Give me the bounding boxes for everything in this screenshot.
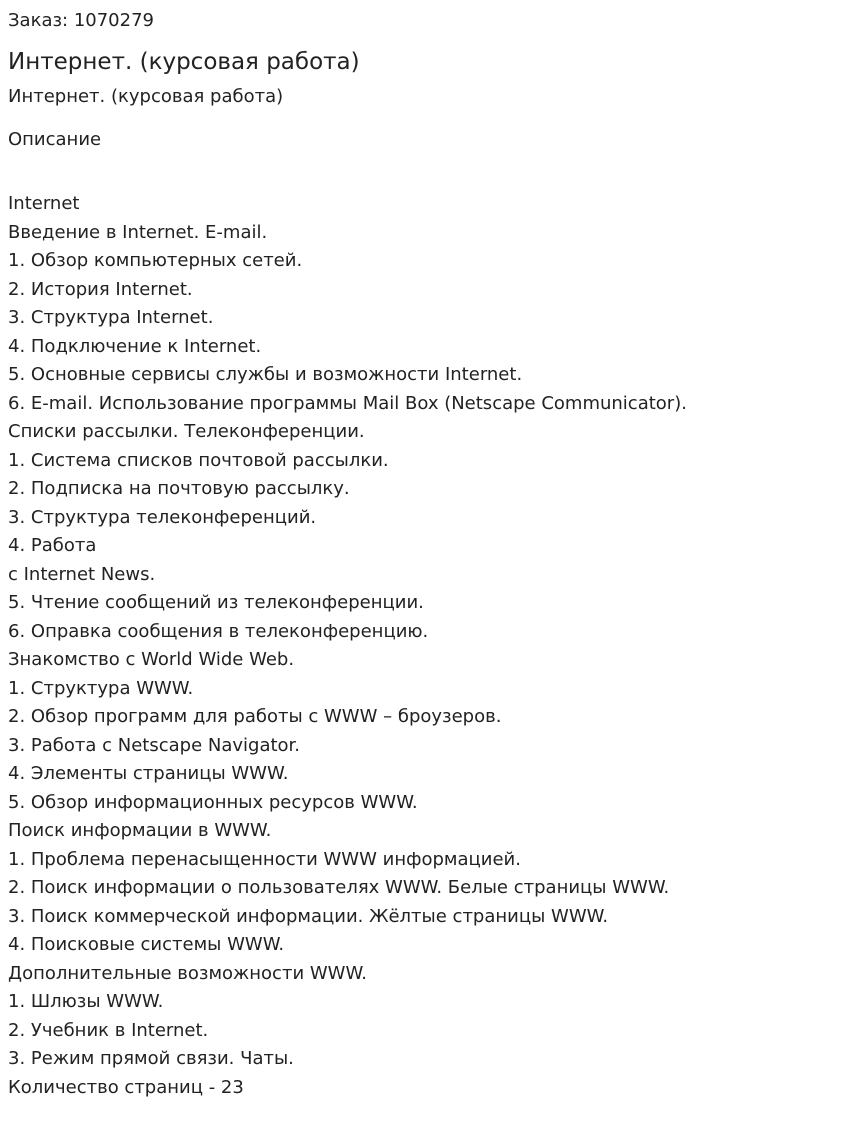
description-content: [8, 190, 839, 1102]
content-line: Знакомство с World Wide Web.: [8, 649, 295, 670]
content-line: 4. Элементы страницы WWW.: [8, 763, 289, 784]
content-line: Количество страниц - 23: [8, 1076, 244, 1098]
content-line: 4. Подключение к Internet.: [8, 335, 262, 357]
content-line: 3. Структура телеконференций.: [8, 506, 317, 528]
content-line: 4. Работа: [8, 535, 97, 556]
content-line: 1. Обзор компьютерных сетей.: [8, 250, 303, 271]
content-line: с Internet News.: [8, 563, 156, 585]
order-number: Заказ: 1070279: [8, 10, 154, 31]
content-line: 2. Подписка на почтовую рассылку.: [8, 478, 350, 499]
content-line: 3. Режим прямой связи. Чаты.: [8, 1048, 294, 1069]
content-line: 5. Основные сервисы службы и возможности Internet.: [8, 364, 523, 385]
page-title: Интернет. (курсовая работа): [8, 49, 360, 75]
content-line: 3. Структура Internet.: [8, 307, 214, 328]
page-subtitle: Интернет. (курсовая работа): [8, 86, 284, 107]
content-line: Дополнительные возможности WWW.: [8, 962, 367, 984]
content-line: 2. Учебник в Internet.: [8, 1019, 209, 1041]
content-line: 3. Поиск коммерческой информации. Жёлтые страницы WWW.: [8, 905, 609, 927]
content-line: 4. Поисковые системы WWW.: [8, 934, 285, 955]
content-line: 6. E-mail. Использование программы Mail Box (Netscape Communicator).: [8, 392, 687, 414]
content-line: 1. Шлюзы WWW.: [8, 991, 164, 1012]
content-line: 2. История Internet.: [8, 278, 193, 300]
content-line: 1. Система списков почтовой рассылки.: [8, 449, 389, 471]
content-line: Internet: [8, 193, 80, 214]
content-line: Списки рассылки. Телеконференции.: [8, 421, 365, 442]
content-line: 6. Оправка сообщения в телеконференцию.: [8, 620, 429, 642]
content-line: 2. Обзор программ для работы с WWW – броузеров.: [8, 706, 502, 727]
content-line: 3. Работа с Netscape Navigator.: [8, 734, 301, 756]
content-line: 5. Обзор информационных ресурсов WWW.: [8, 791, 418, 813]
content-line: 2. Поиск информации о пользователях WWW. Белые страницы WWW.: [8, 877, 670, 898]
content-line: 5. Чтение сообщений из телеконференции.: [8, 592, 424, 613]
content-line: 1. Структура WWW.: [8, 677, 194, 699]
description-heading: Описание: [8, 129, 102, 150]
content-line: Поиск информации в WWW.: [8, 820, 272, 841]
content-line: 1. Проблема перенасыщенности WWW информацией.: [8, 848, 521, 870]
content-line: Введение в Internet. E-mail.: [8, 221, 268, 243]
